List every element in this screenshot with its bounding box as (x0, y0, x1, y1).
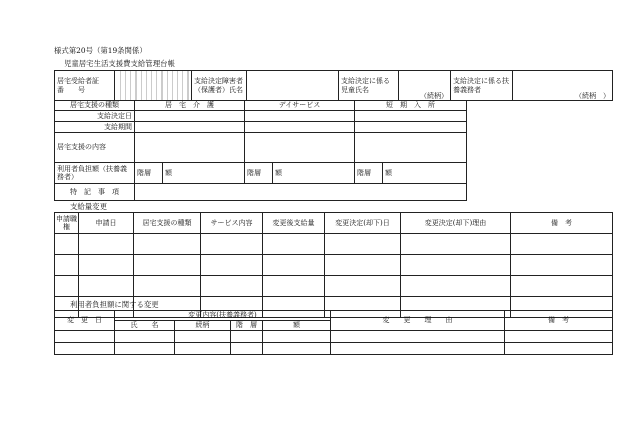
amount-label-home: 額 (163, 163, 245, 184)
col-service-type: 居宅支援の種類 (134, 213, 201, 234)
period-label: 支給期間 (55, 122, 135, 133)
decision-date-day[interactable] (245, 111, 355, 122)
tier-label-home: 階層 (135, 163, 163, 184)
burden-label: 利用者負担額（扶養義務者） (55, 163, 135, 184)
col-application: 申請職権 (55, 213, 79, 234)
col-decision-reason: 変更決定(却下)理由 (401, 213, 511, 234)
relation-header: 続柄 (175, 321, 231, 331)
decision-child-label: 支給決定に係る児童氏名 (339, 71, 399, 101)
services-table (54, 100, 467, 201)
home-care-header: 居 宅 介 護 (135, 101, 245, 111)
period-short[interactable] (355, 122, 467, 133)
service-type-label: 居宅支援の種類 (55, 101, 135, 111)
table-row (55, 255, 613, 276)
table-row (55, 276, 613, 297)
change-date-header: 変 更 日 (55, 311, 115, 331)
recipient-no-field[interactable] (115, 71, 192, 101)
col-decision-date: 変更決定(却下)日 (325, 213, 401, 234)
decision-disabled-label: 支給決定障害者（保護者）氏名 (192, 71, 247, 101)
short-stay-header: 短 期 入 所 (355, 101, 467, 111)
recipient-no-label: 居宅受給者証 番 号 (55, 71, 115, 101)
remarks-label: 特 記 事 項 (55, 184, 135, 201)
content-day[interactable] (245, 133, 355, 163)
amount-label-short: 額 (383, 163, 467, 184)
recipient-info-table (54, 70, 613, 101)
decision-date-short[interactable] (355, 111, 467, 122)
remarks-field[interactable] (135, 184, 467, 201)
tier-label-day: 階層 (245, 163, 273, 184)
child-relation: （続柄） (399, 71, 451, 101)
form-number: 様式第20号（第19条関係） (54, 46, 147, 55)
tier-header: 階 層 (231, 321, 263, 331)
dependent-relation: （続柄 ） (513, 71, 613, 101)
change-content-header: 変更内容(扶養義務者) (115, 311, 331, 321)
content-label: 居宅支援の内容 (55, 133, 135, 163)
day-service-header: デイサービス (245, 101, 355, 111)
dependent-label: 支給決定に係る扶養義務者 (451, 71, 513, 101)
content-home[interactable] (135, 133, 245, 163)
period-day[interactable] (245, 122, 355, 133)
decision-date-home[interactable] (135, 111, 245, 122)
form-title: 児童居宅生活支援費支給管理台帳 (64, 59, 175, 68)
decision-date-label: 支給決定日 (55, 111, 135, 122)
table-row (55, 343, 613, 355)
burden-remarks-header: 備 考 (505, 311, 613, 331)
tier-label-short: 階層 (355, 163, 383, 184)
table-row (55, 331, 613, 343)
period-home[interactable] (135, 122, 245, 133)
content-short[interactable] (355, 133, 467, 163)
amount-header: 額 (263, 321, 331, 331)
col-remarks: 備 考 (511, 213, 613, 234)
amount-change-title: 支給量変更 (70, 202, 107, 211)
burden-change-table (54, 310, 613, 355)
name-header: 氏 名 (115, 321, 175, 331)
decision-disabled-field[interactable] (247, 71, 339, 101)
burden-change-title: 利用者負担額に関する変更 (70, 300, 159, 309)
change-reason-header: 変 更 理 由 (331, 311, 505, 331)
table-row (55, 234, 613, 255)
col-service-content: サービス内容 (201, 213, 263, 234)
col-application-date: 申請日 (79, 213, 134, 234)
col-new-amount: 変更後支給量 (263, 213, 325, 234)
amount-label-day: 額 (273, 163, 355, 184)
